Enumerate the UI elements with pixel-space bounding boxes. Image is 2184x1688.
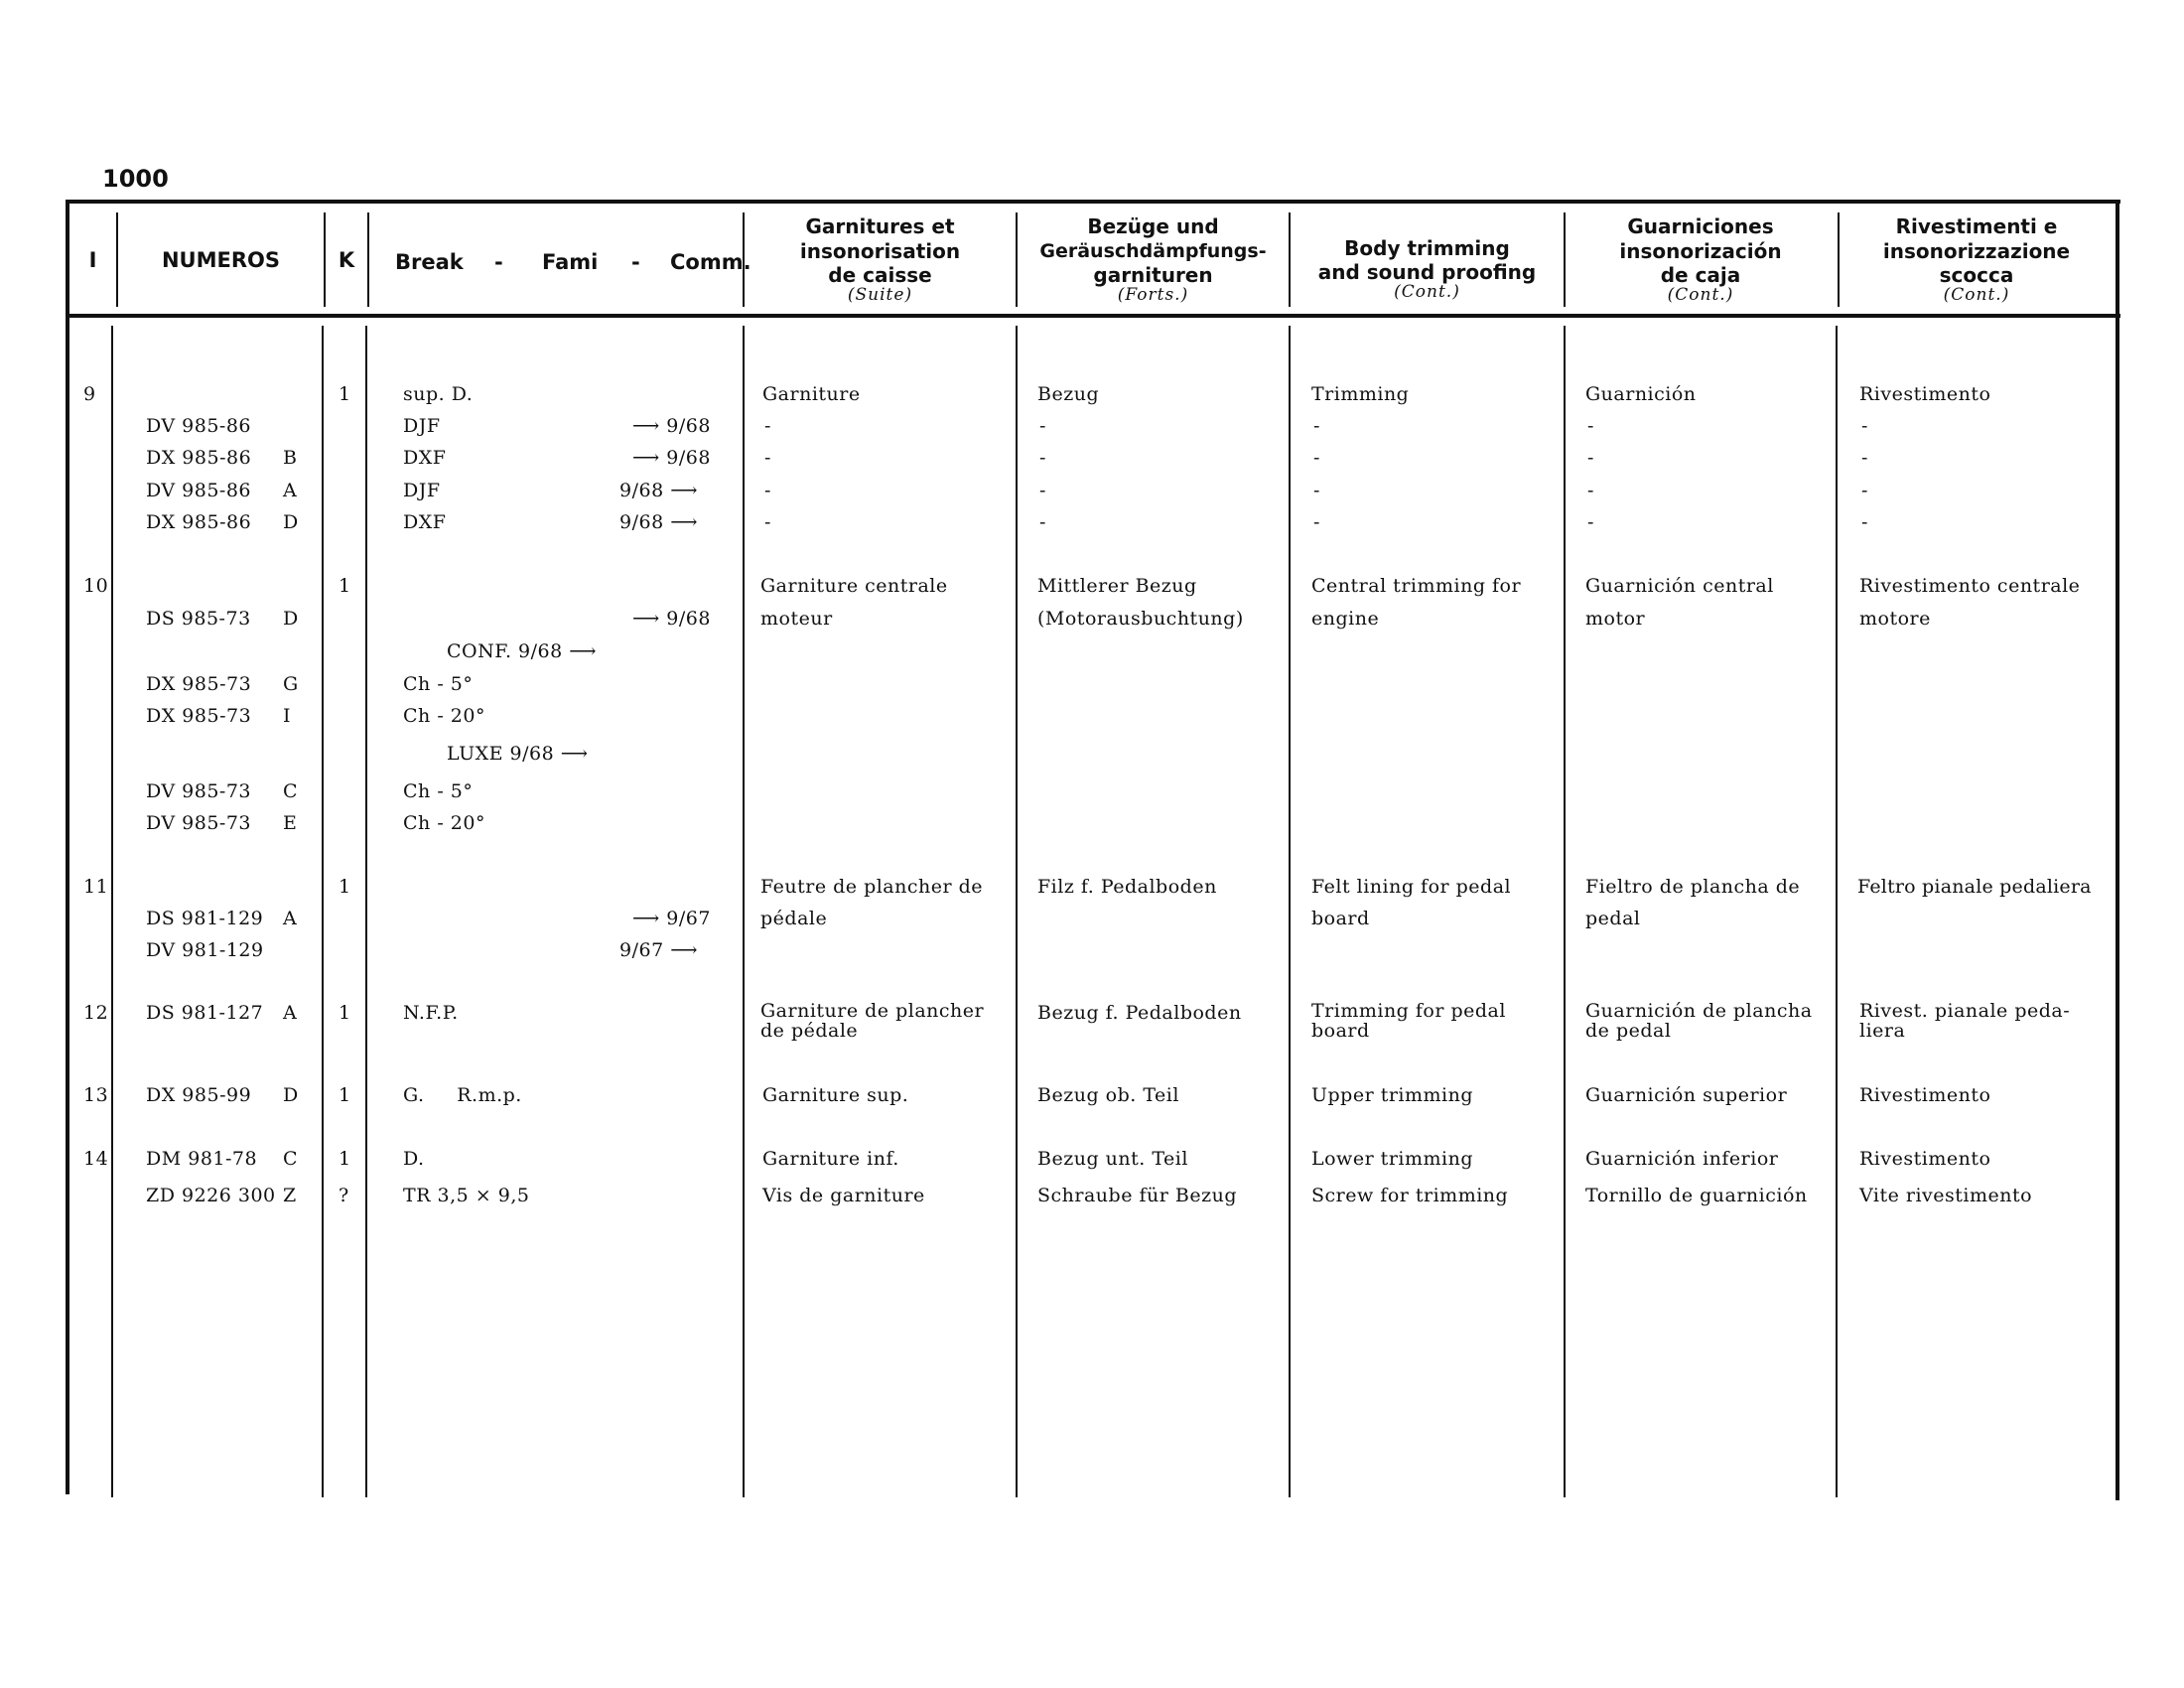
part-reference: DS 985-73 bbox=[146, 608, 251, 630]
code-value: Ch - 20° bbox=[403, 812, 485, 834]
desc-en: Screw for trimming bbox=[1311, 1185, 1509, 1206]
table-right-border bbox=[2116, 200, 2119, 1500]
desc-it: Vite rivestimento bbox=[1859, 1185, 2033, 1206]
header-suffix: (Suite) bbox=[847, 285, 913, 305]
code-value: TR 3,5 × 9,5 bbox=[403, 1185, 530, 1206]
date-range: ⟶ 9/68 bbox=[632, 447, 711, 469]
desc-en: board bbox=[1311, 908, 1370, 929]
desc-de: (Motorausbuchtung) bbox=[1037, 608, 1244, 630]
code-value: DXF bbox=[403, 447, 447, 469]
dash: - bbox=[1861, 480, 1868, 501]
desc-fr: Vis de garniture bbox=[762, 1185, 925, 1206]
desc-it: liera bbox=[1859, 1020, 1906, 1042]
code-value: Ch - 5° bbox=[403, 780, 474, 802]
k-value: 1 bbox=[339, 383, 351, 405]
part-reference: DV 985-73 bbox=[146, 812, 252, 834]
header-k: K bbox=[338, 248, 355, 272]
header-line: insonorización bbox=[1619, 239, 1782, 263]
desc-es: Guarnición de plancha bbox=[1585, 1000, 1813, 1022]
header-line: de caja bbox=[1660, 263, 1741, 287]
header-spanish bbox=[1566, 214, 1836, 304]
header-comm: Comm. bbox=[670, 250, 751, 274]
code-value: D. bbox=[403, 1148, 425, 1170]
dash: - bbox=[764, 447, 771, 469]
desc-it: Rivestimento bbox=[1859, 383, 1991, 405]
dash: - bbox=[1861, 511, 1868, 533]
desc-de: Mittlerer Bezug bbox=[1037, 575, 1197, 597]
desc-en: Lower trimming bbox=[1311, 1148, 1473, 1170]
code-value: G. R.m.p. bbox=[403, 1084, 522, 1106]
part-reference: DV 985-86 bbox=[146, 415, 252, 437]
desc-es: Guarnición bbox=[1585, 383, 1697, 405]
dash: - bbox=[764, 511, 771, 533]
desc-fr: Garniture centrale bbox=[760, 575, 948, 597]
dash: - bbox=[1587, 447, 1594, 469]
header-divider bbox=[66, 314, 2120, 318]
date-range: 9/68 ⟶ bbox=[619, 480, 698, 501]
part-reference: DV 981-129 bbox=[146, 939, 264, 961]
part-reference: DX 985-73 bbox=[146, 673, 252, 695]
item-number: 10 bbox=[83, 575, 109, 597]
desc-it: Rivestimento bbox=[1859, 1084, 1991, 1106]
header-line: Body trimming bbox=[1344, 236, 1510, 260]
column-divider bbox=[367, 212, 369, 307]
desc-en: engine bbox=[1311, 608, 1380, 630]
desc-fr: Garniture bbox=[762, 383, 861, 405]
desc-es: Guarnición central bbox=[1585, 575, 1774, 597]
part-suffix: D bbox=[283, 511, 299, 533]
desc-es: Tornillo de guarnición bbox=[1585, 1185, 1808, 1206]
part-suffix: B bbox=[283, 447, 298, 469]
dash: - bbox=[1313, 480, 1320, 501]
desc-it: Feltro pianale pedaliera bbox=[1857, 876, 2092, 898]
desc-it: Rivestimento bbox=[1859, 1148, 1991, 1170]
k-value: 1 bbox=[339, 575, 351, 597]
header-line: insonorisation bbox=[799, 239, 961, 263]
column-divider bbox=[1289, 326, 1291, 1497]
header-english bbox=[1291, 236, 1564, 301]
desc-fr: Garniture sup. bbox=[762, 1084, 909, 1106]
code-value: Ch - 20° bbox=[403, 705, 485, 727]
table-left-border bbox=[66, 200, 69, 1494]
part-suffix: A bbox=[283, 1002, 298, 1024]
date-range: 9/68 ⟶ bbox=[619, 511, 698, 533]
header-suffix: (Cont.) bbox=[1943, 285, 2010, 305]
date-range: ⟶ 9/67 bbox=[632, 908, 711, 929]
part-reference: DX 985-99 bbox=[146, 1084, 252, 1106]
dash: - bbox=[1313, 447, 1320, 469]
dash: - bbox=[1587, 415, 1594, 437]
header-suffix: (Forts.) bbox=[1117, 285, 1189, 305]
desc-es: Fieltro de plancha de bbox=[1585, 876, 1801, 898]
desc-it: Rivestimento centrale bbox=[1859, 575, 2081, 597]
desc-en: board bbox=[1311, 1020, 1370, 1042]
header-italian bbox=[1838, 214, 2116, 304]
part-suffix: A bbox=[283, 908, 298, 929]
header-separator: - bbox=[631, 250, 640, 274]
dash: - bbox=[764, 480, 771, 501]
part-suffix: E bbox=[283, 812, 298, 834]
part-suffix: C bbox=[283, 780, 299, 802]
part-reference: DS 981-127 bbox=[146, 1002, 264, 1024]
code-value: DXF bbox=[403, 511, 447, 533]
desc-de: Bezug ob. Teil bbox=[1037, 1084, 1179, 1106]
variant-heading: LUXE 9/68 ⟶ bbox=[447, 743, 589, 765]
header-line: and sound proofing bbox=[1317, 260, 1537, 284]
code-value: DJF bbox=[403, 480, 441, 501]
k-value: 1 bbox=[339, 876, 351, 898]
dash: - bbox=[1313, 511, 1320, 533]
part-suffix: G bbox=[283, 673, 299, 695]
part-reference: DX 985-73 bbox=[146, 705, 252, 727]
column-divider bbox=[1564, 326, 1566, 1497]
desc-es: de pedal bbox=[1585, 1020, 1672, 1042]
desc-it: Rivest. pianale peda- bbox=[1859, 1000, 2071, 1022]
part-suffix: D bbox=[283, 1084, 299, 1106]
desc-es: Guarnición inferior bbox=[1585, 1148, 1779, 1170]
date-range: 9/67 ⟶ bbox=[619, 939, 698, 961]
date-range: ⟶ 9/68 bbox=[632, 608, 711, 630]
code-value: Ch - 5° bbox=[403, 673, 474, 695]
desc-en: Felt lining for pedal bbox=[1311, 876, 1512, 898]
header-line: scocca bbox=[1939, 263, 2014, 287]
desc-fr: pédale bbox=[760, 908, 828, 929]
k-value: ? bbox=[339, 1185, 349, 1206]
desc-es: pedal bbox=[1585, 908, 1641, 929]
header-index: I bbox=[88, 248, 97, 272]
header-line: de caisse bbox=[828, 263, 932, 287]
header-line: Rivestimenti e bbox=[1895, 214, 2058, 238]
header-suffix: (Cont.) bbox=[1667, 285, 1734, 305]
page-number: 1000 bbox=[102, 165, 169, 193]
variant-heading: CONF. 9/68 ⟶ bbox=[447, 640, 597, 662]
part-suffix: C bbox=[283, 1148, 299, 1170]
date-range: ⟶ 9/68 bbox=[632, 415, 711, 437]
part-reference: DM 981-78 bbox=[146, 1148, 258, 1170]
header-line: insonorizzazione bbox=[1882, 239, 2071, 263]
code-value: N.F.P. bbox=[403, 1002, 459, 1024]
desc-en: Trimming for pedal bbox=[1311, 1000, 1506, 1022]
header-line: Garnitures et bbox=[805, 214, 955, 238]
dash: - bbox=[1039, 480, 1046, 501]
k-value: 1 bbox=[339, 1084, 351, 1106]
desc-es: Guarnición superior bbox=[1585, 1084, 1788, 1106]
part-suffix: D bbox=[283, 608, 299, 630]
desc-fr: de pédale bbox=[760, 1020, 859, 1042]
column-divider bbox=[1016, 326, 1018, 1497]
table-top-border bbox=[66, 200, 2120, 204]
dash: - bbox=[1587, 480, 1594, 501]
part-suffix: Z bbox=[283, 1185, 297, 1206]
dash: - bbox=[1861, 447, 1868, 469]
item-number: 11 bbox=[83, 876, 109, 898]
part-reference: DX 985-86 bbox=[146, 447, 252, 469]
desc-es: motor bbox=[1585, 608, 1646, 630]
code-value: sup. D. bbox=[403, 383, 474, 405]
desc-fr: Feutre de plancher de bbox=[760, 876, 984, 898]
desc-de: Bezug unt. Teil bbox=[1037, 1148, 1188, 1170]
part-reference: ZD 9226 300 bbox=[146, 1185, 276, 1206]
code-value: DJF bbox=[403, 415, 441, 437]
header-separator: - bbox=[494, 250, 503, 274]
dash: - bbox=[1039, 511, 1046, 533]
desc-de: Bezug bbox=[1037, 383, 1100, 405]
dash: - bbox=[1861, 415, 1868, 437]
column-divider bbox=[743, 326, 745, 1497]
header-suffix: (Cont.) bbox=[1394, 282, 1460, 302]
item-number: 9 bbox=[83, 383, 96, 405]
header-break: Break bbox=[395, 250, 464, 274]
item-number: 14 bbox=[83, 1148, 109, 1170]
header-line: Geräuschdämpfungs- bbox=[1039, 240, 1267, 262]
column-divider bbox=[365, 326, 367, 1497]
item-number: 13 bbox=[83, 1084, 109, 1106]
k-value: 1 bbox=[339, 1148, 351, 1170]
dash: - bbox=[1587, 511, 1594, 533]
desc-en: Upper trimming bbox=[1311, 1084, 1474, 1106]
header-line: Bezüge und bbox=[1087, 214, 1219, 238]
part-reference: DX 985-86 bbox=[146, 511, 252, 533]
desc-de: Schraube für Bezug bbox=[1037, 1185, 1237, 1206]
column-divider bbox=[111, 326, 113, 1497]
desc-de: Bezug f. Pedalboden bbox=[1037, 1002, 1242, 1024]
header-german bbox=[1018, 214, 1289, 304]
column-divider bbox=[322, 326, 324, 1497]
dash: - bbox=[1039, 415, 1046, 437]
part-reference: DV 985-86 bbox=[146, 480, 252, 501]
desc-fr: Garniture de plancher bbox=[760, 1000, 985, 1022]
part-suffix: I bbox=[283, 705, 292, 727]
part-suffix: A bbox=[283, 480, 298, 501]
dash: - bbox=[1039, 447, 1046, 469]
desc-fr: Garniture inf. bbox=[762, 1148, 899, 1170]
desc-en: Central trimming for bbox=[1311, 575, 1522, 597]
desc-en: Trimming bbox=[1311, 383, 1410, 405]
k-value: 1 bbox=[339, 1002, 351, 1024]
header-line: Guarniciones bbox=[1627, 214, 1774, 238]
dash: - bbox=[1313, 415, 1320, 437]
dash: - bbox=[764, 415, 771, 437]
item-number: 12 bbox=[83, 1002, 109, 1024]
header-numeros: NUMEROS bbox=[161, 248, 281, 272]
header-line: garnituren bbox=[1093, 263, 1213, 287]
part-reference: DS 981-129 bbox=[146, 908, 264, 929]
part-reference: DV 985-73 bbox=[146, 780, 252, 802]
column-divider bbox=[1836, 326, 1838, 1497]
desc-it: motore bbox=[1859, 608, 1931, 630]
desc-de: Filz f. Pedalboden bbox=[1037, 876, 1217, 898]
header-fami: Fami bbox=[542, 250, 599, 274]
header-french bbox=[745, 214, 1016, 304]
desc-fr: moteur bbox=[760, 608, 833, 630]
